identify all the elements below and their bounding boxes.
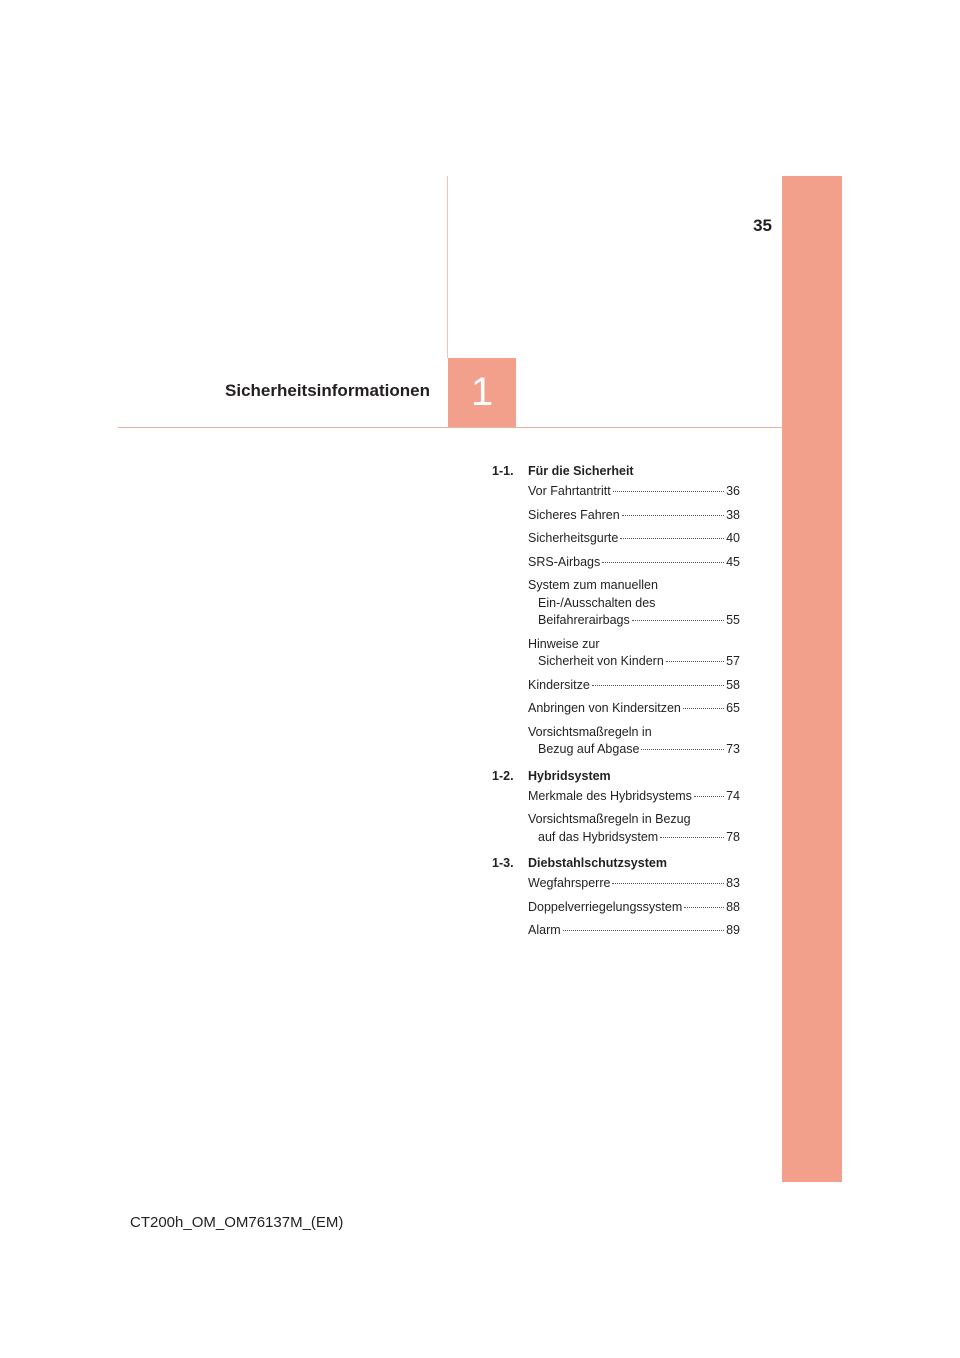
toc-entry-page: 38	[726, 507, 740, 522]
toc-entry-line	[528, 700, 740, 718]
toc-entry-page: 36	[726, 484, 740, 498]
toc-entry-text: Sicheres Fahren	[528, 507, 620, 522]
toc-entry-text: Merkmale des Hybridsystems	[528, 788, 692, 803]
toc-entry-line	[528, 724, 740, 742]
toc-section-number: 1-2.	[492, 768, 514, 783]
toc-dot-leader	[612, 883, 724, 884]
toc-dot-leader	[684, 907, 724, 908]
toc-entry-line	[528, 595, 740, 613]
toc-dot-leader	[632, 620, 724, 621]
chapter-title: Sicherheitsinformationen	[225, 381, 430, 400]
toc-entry-page: 65	[726, 701, 740, 715]
toc-entry[interactable]	[528, 788, 740, 806]
toc-entry-line	[528, 577, 740, 595]
toc-section-title: Diebstahlschutzsystem	[528, 856, 667, 870]
toc-entry-text: Doppelverriegelungssystem	[528, 899, 683, 914]
toc-entry-page: 73	[726, 742, 740, 756]
toc-entry-text: SRS-Airbags	[528, 554, 601, 569]
header-horizontal-rule	[118, 427, 782, 428]
toc-entry-text: Hinweise zur	[528, 636, 600, 651]
toc-entry[interactable]	[528, 577, 740, 630]
toc-entry-text: System zum manuellen	[528, 578, 658, 592]
toc-dot-leader	[592, 685, 724, 686]
toc-dot-leader	[602, 562, 724, 563]
toc-dot-leader	[694, 796, 724, 797]
toc-entry[interactable]	[528, 483, 740, 501]
toc-entry-page: 78	[726, 829, 740, 844]
table-of-contents	[492, 460, 740, 946]
toc-entry[interactable]	[528, 636, 740, 671]
toc-section-number: 1-1.	[492, 464, 514, 478]
toc-section-number: 1-3.	[492, 856, 514, 870]
toc-entry-line	[528, 507, 740, 525]
chapter-number-box	[448, 358, 516, 427]
toc-entry-page: 57	[726, 654, 740, 668]
toc-entry-page: 88	[726, 899, 740, 914]
toc-section-heading[interactable]	[492, 460, 740, 483]
toc-section-title: Hybridsystem	[528, 768, 611, 783]
toc-entry[interactable]	[528, 677, 740, 695]
toc-dot-leader	[641, 749, 724, 750]
toc-section-heading[interactable]	[492, 765, 740, 788]
toc-entry-line	[528, 530, 740, 548]
toc-section	[492, 765, 740, 847]
chapter-number: 1	[470, 370, 494, 414]
toc-entry-text: Vorsichtsmaßregeln in	[528, 724, 652, 739]
toc-entry-line	[528, 636, 740, 654]
toc-entry-page: 40	[726, 531, 740, 545]
toc-entry-page: 74	[726, 788, 740, 803]
toc-entry-line	[528, 612, 740, 630]
header-vertical-rule	[447, 176, 448, 358]
toc-entry-text: auf das Hybridsystem	[538, 829, 659, 844]
toc-dot-leader	[613, 491, 724, 492]
toc-entry-line	[528, 653, 740, 671]
toc-entry[interactable]	[528, 700, 740, 718]
toc-entry-page: 55	[726, 613, 740, 627]
toc-entry[interactable]	[528, 507, 740, 525]
toc-entry-line	[528, 899, 740, 917]
toc-entry[interactable]	[528, 554, 740, 572]
toc-entry-text: Anbringen von Kindersitzen	[528, 701, 681, 715]
page-number: 35	[753, 216, 772, 235]
toc-entry-text: Sicherheit von Kindern	[538, 654, 664, 668]
toc-dot-leader	[622, 515, 724, 516]
toc-entry[interactable]	[528, 811, 740, 846]
toc-entry[interactable]	[528, 530, 740, 548]
toc-entry-text: Beifahrerairbags	[538, 613, 630, 627]
toc-section-title: Für die Sicherheit	[528, 464, 634, 478]
toc-entry-page: 89	[726, 923, 740, 937]
toc-entry-page: 45	[726, 554, 740, 569]
toc-entry-line	[528, 554, 740, 572]
footer-document-code: CT200h_OM_OM76137M_(EM)	[130, 1214, 344, 1231]
toc-entry-line	[528, 741, 740, 759]
toc-entry-line	[528, 677, 740, 695]
toc-entry-line	[528, 483, 740, 501]
toc-dot-leader	[563, 930, 724, 931]
toc-dot-leader	[620, 538, 724, 539]
toc-dot-leader	[666, 661, 724, 662]
chapter-side-tab	[782, 176, 842, 1182]
toc-entry[interactable]	[528, 922, 740, 940]
toc-entry-text: Wegfahrsperre	[528, 876, 611, 890]
toc-entry[interactable]	[528, 875, 740, 893]
toc-entry-line	[528, 788, 740, 806]
toc-entry[interactable]	[528, 899, 740, 917]
toc-entry-text: Ein-/Ausschalten des	[538, 595, 656, 610]
toc-entry-line	[528, 829, 740, 847]
toc-entry-text: Vorsichtsmaßregeln in Bezug	[528, 812, 691, 826]
toc-entry-text: Alarm	[528, 923, 561, 937]
toc-entry-line	[528, 922, 740, 940]
toc-entry-text: Vor Fahrtantritt	[528, 484, 611, 498]
toc-dot-leader	[683, 708, 724, 709]
toc-entry-text: Sicherheitsgurte	[528, 531, 619, 545]
toc-section	[492, 852, 740, 940]
toc-entry-text: Kindersitze	[528, 677, 590, 692]
toc-entry[interactable]	[528, 724, 740, 759]
toc-entry-line	[528, 875, 740, 893]
toc-dot-leader	[660, 837, 724, 838]
toc-section	[492, 460, 740, 759]
toc-section-heading[interactable]	[492, 852, 740, 875]
toc-entry-page: 58	[726, 677, 740, 692]
toc-entry-page: 83	[726, 876, 740, 890]
toc-entry-text: Bezug auf Abgase	[538, 742, 640, 756]
toc-entry-line	[528, 811, 740, 829]
